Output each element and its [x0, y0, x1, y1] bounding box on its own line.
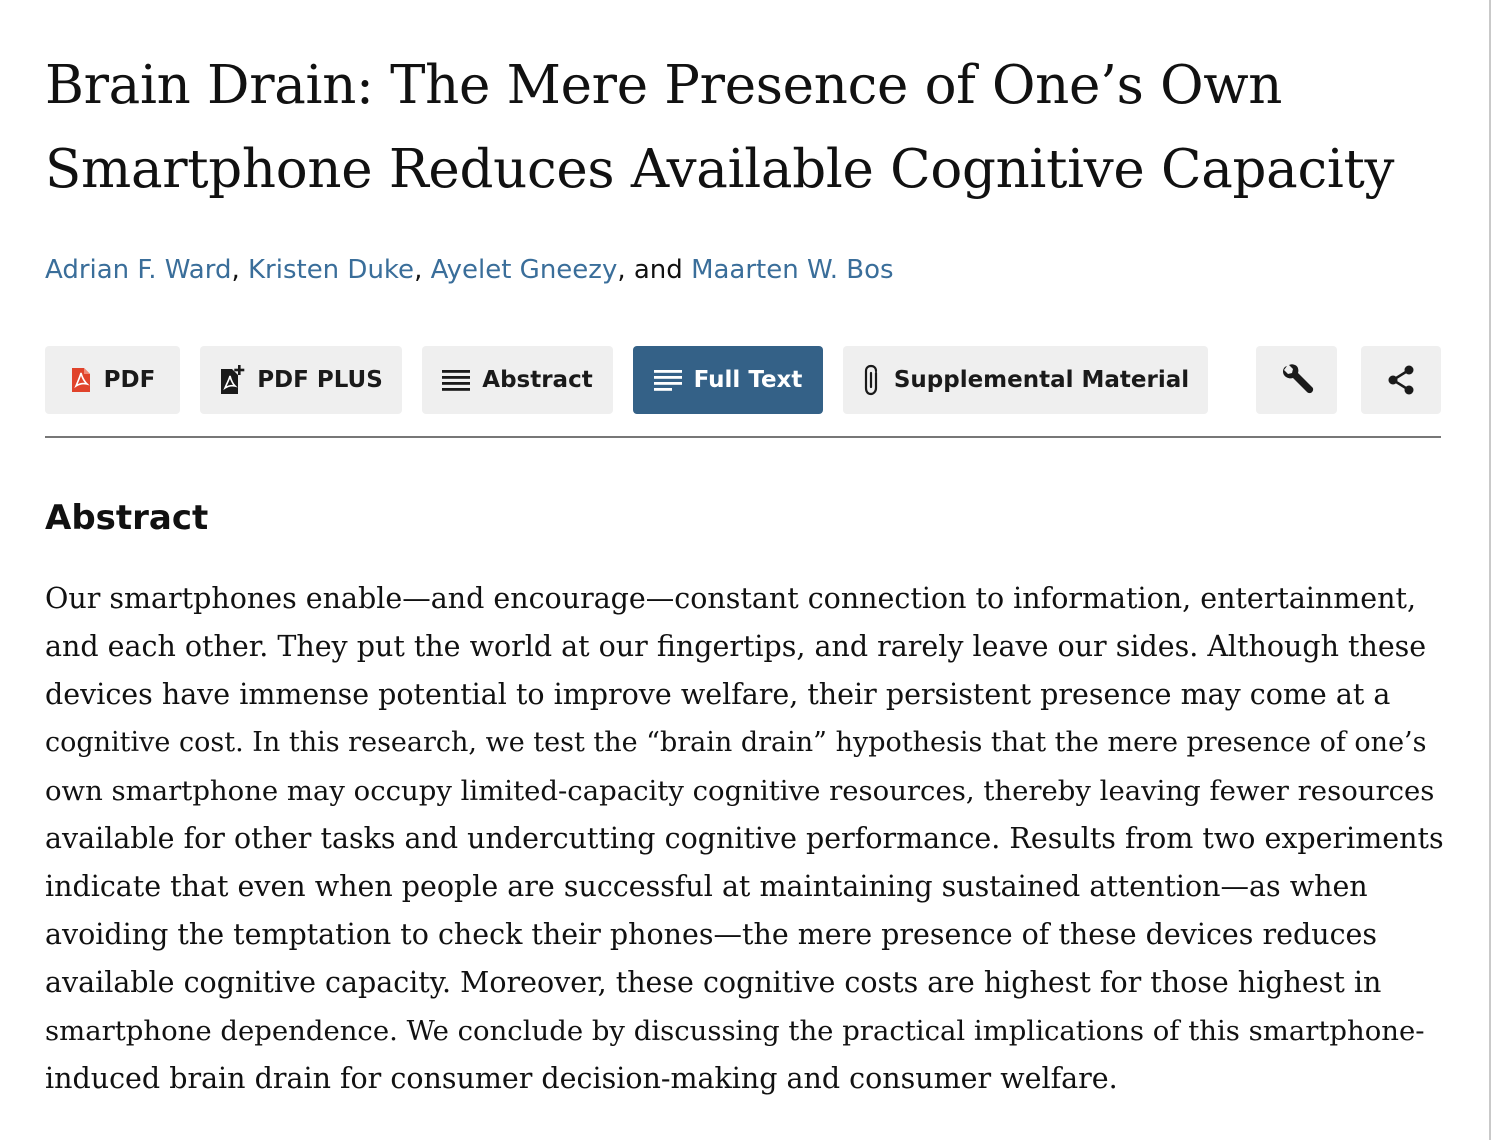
paperclip-icon	[862, 364, 882, 396]
document-lines-icon	[654, 369, 682, 391]
author-link-bos[interactable]: Maarten W. Bos	[691, 255, 894, 285]
abstract-line: devices have immense potential to improve welfare, their persistent presence may come at a	[45, 678, 1391, 711]
toolbar-divider	[45, 436, 1441, 438]
pdf-button-label: PDF	[103, 367, 156, 393]
abstract-line: smartphone dependence. We conclude by discussing the practical implications of this smartphone-	[45, 1015, 1425, 1047]
article-toolbar	[45, 346, 1441, 414]
supplemental-material-button-label: Supplemental Material	[893, 367, 1190, 393]
article-title	[45, 44, 1445, 212]
abstract-line: indicate that even when people are successful at maintaining sustained attention—as when	[45, 870, 1368, 903]
abstract-line: avoiding the temptation to check their phones—the mere presence of these devices reduces	[45, 918, 1378, 951]
abstract-line: own smartphone may occupy limited-capacity cognitive resources, thereby leaving fewer resources	[45, 775, 1435, 807]
abstract-heading: Abstract	[45, 498, 209, 538]
author-separator: , and	[617, 255, 692, 285]
page-edge-rule	[1489, 0, 1491, 1140]
article-title-line-2: Smartphone Reduces Available Cognitive Capacity	[45, 139, 1395, 200]
abstract-line: available for other tasks and undercutting cognitive performance. Results from two experiments	[45, 822, 1444, 855]
abstract-line: and each other. They put the world at our fingertips, and rarely leave our sides. Although these	[45, 630, 1427, 663]
pdf-button[interactable]	[45, 346, 180, 414]
abstract-text	[45, 575, 1445, 1103]
abstract-line: available cognitive capacity. Moreover, these cognitive costs are highest for those highest in	[45, 966, 1382, 999]
author-link-duke[interactable]: Kristen Duke	[247, 255, 415, 285]
pdf-plus-button-label: PDF PLUS	[257, 367, 383, 393]
abstract-button-label: Abstract	[482, 367, 593, 393]
author-separator: ,	[231, 255, 248, 285]
abstract-line: induced brain drain for consumer decision-making and consumer welfare.	[45, 1062, 1118, 1095]
author-separator: ,	[414, 255, 431, 285]
full-text-button-label: Full Text	[693, 367, 803, 393]
author-list	[45, 250, 1445, 290]
wrench-icon	[1280, 363, 1314, 397]
tools-button[interactable]	[1256, 346, 1337, 414]
author-link-ward[interactable]: Adrian F. Ward	[45, 255, 232, 285]
author-link-gneezy[interactable]: Ayelet Gneezy	[430, 255, 618, 285]
supplemental-material-button[interactable]	[843, 346, 1208, 414]
pdf-plus-button[interactable]	[200, 346, 402, 414]
share-icon	[1386, 364, 1416, 396]
abstract-line: Our smartphones enable—and encourage—constant connection to information, entertainment,	[45, 582, 1417, 615]
abstract-line: cognitive cost. In this research, we test the “brain drain” hypothesis that the mere presence of one’s	[45, 727, 1427, 758]
article-title-line-1: Brain Drain: The Mere Presence of One’s Own	[45, 55, 1283, 116]
lines-icon	[442, 369, 470, 391]
full-text-button[interactable]	[633, 346, 823, 414]
pdf-icon	[70, 367, 92, 393]
abstract-button[interactable]	[422, 346, 613, 414]
share-button[interactable]	[1361, 346, 1441, 414]
pdf-plus-icon	[219, 365, 245, 395]
